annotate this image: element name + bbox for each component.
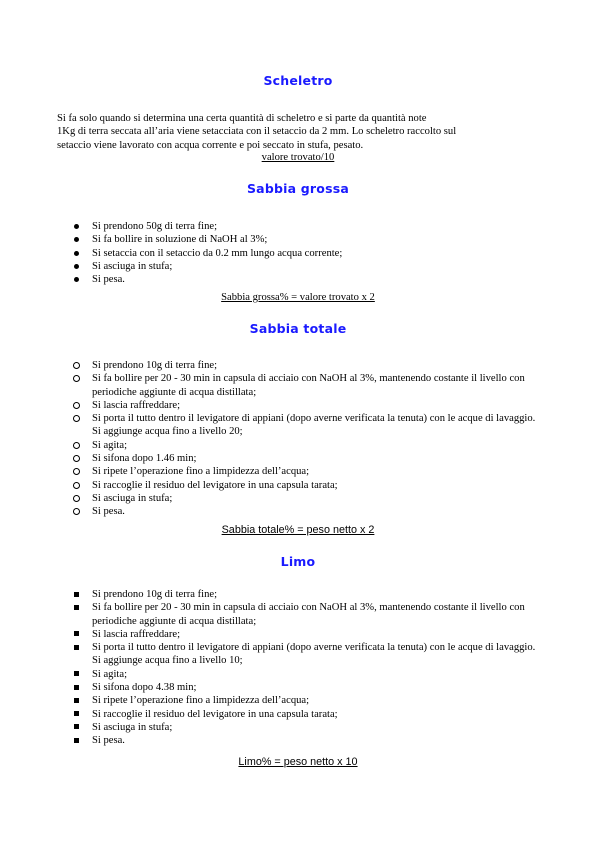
heading-sabbia-grossa: Sabbia grossa: [246, 181, 350, 196]
formula-sabbia-grossa: Sabbia grossa% = valore trovato x 2: [221, 292, 375, 303]
list-item: Si pesa.: [92, 274, 125, 286]
list-item: Si prendono 10g di terra fine;: [92, 360, 218, 371]
list-item: Si porta il tutto dentro il levigatore di appiani (dopo averne verificata la tenuta) con le acque di lavaggio. Si aggiunge acqua fino a livello 10;: [92, 642, 536, 667]
list-item: Si asciuga in stufa;: [92, 260, 173, 272]
list-item: Si fa bollire per 20 - 30 min in capsula di acciaio con NaOH al 3%, mantenendo costante il livello con periodiche aggiunte di acqua distillata;: [92, 373, 525, 398]
paragraph-line: setaccio viene lavorato con acqua corrente e poi seccato in stufa, pesato.: [57, 139, 364, 151]
list-limo: [0, 588, 540, 748]
paragraph-scheletro: [57, 112, 547, 152]
formula-scheletro: valore trovato/10: [261, 152, 335, 163]
list-item: Si prendono 10g di terra fine;: [92, 589, 218, 600]
list-item: Si raccoglie il residuo del levigatore in una capsula tarata;: [92, 479, 338, 491]
list-item: Si ripete l’operazione fino a limpidezza dell’acqua;: [92, 466, 310, 478]
list-item: Si agita;: [92, 439, 128, 451]
heading-scheletro: Scheletro: [263, 73, 333, 88]
formula-limo: Limo% = peso netto x 10: [238, 756, 358, 768]
list-item: Si sifona dopo 1.46 min;: [92, 453, 197, 465]
list-item: Si asciuga in stufa;: [92, 721, 173, 733]
list-item: Si porta il tutto dentro il levigatore di appiani (dopo averne verificata la tenuta) con le acque di lavaggio. Si aggiunge acqua fino a livello 20;: [92, 413, 536, 438]
list-item: Si agita;: [92, 668, 128, 680]
heading-limo: Limo: [280, 554, 316, 569]
list-sabbia-totale: [0, 359, 540, 519]
paragraph-line: 1Kg di terra seccata all’aria viene setacciata con il setaccio da 2 mm. Lo scheletro raccolto sul: [57, 126, 457, 138]
list-item: Si fa bollire in soluzione di NaOH al 3%;: [92, 234, 268, 246]
paragraph-line: Si fa solo quando si determina una certa quantità di scheletro e si parte da quantità note: [57, 113, 427, 124]
list-item: Si ripete l’operazione fino a limpidezza dell’acqua;: [92, 695, 310, 707]
list-item: Si fa bollire per 20 - 30 min in capsula di acciaio con NaOH al 3%, mantenendo costante il livello con periodiche aggiunte di acqua distillata;: [92, 602, 525, 627]
list-item: Si raccoglie il residuo del levigatore in una capsula tarata;: [92, 708, 338, 720]
formula-sabbia-totale: Sabbia totale% = peso netto x 2: [221, 524, 375, 536]
list-item: Si setaccia con il setaccio da 0.2 mm lungo acqua corrente;: [92, 247, 343, 259]
heading-sabbia-totale: Sabbia totale: [249, 321, 347, 336]
list-item: Si prendono 50g di terra fine;: [92, 221, 218, 232]
list-item: Si lascia raffreddare;: [92, 628, 181, 640]
list-item: Si sifona dopo 4.38 min;: [92, 682, 197, 694]
list-sabbia-grossa: [0, 220, 540, 286]
list-item: Si lascia raffreddare;: [92, 399, 181, 411]
list-item: Si pesa.: [92, 506, 125, 518]
list-item: Si asciuga in stufa;: [92, 492, 173, 504]
list-item: Si pesa.: [92, 735, 125, 747]
